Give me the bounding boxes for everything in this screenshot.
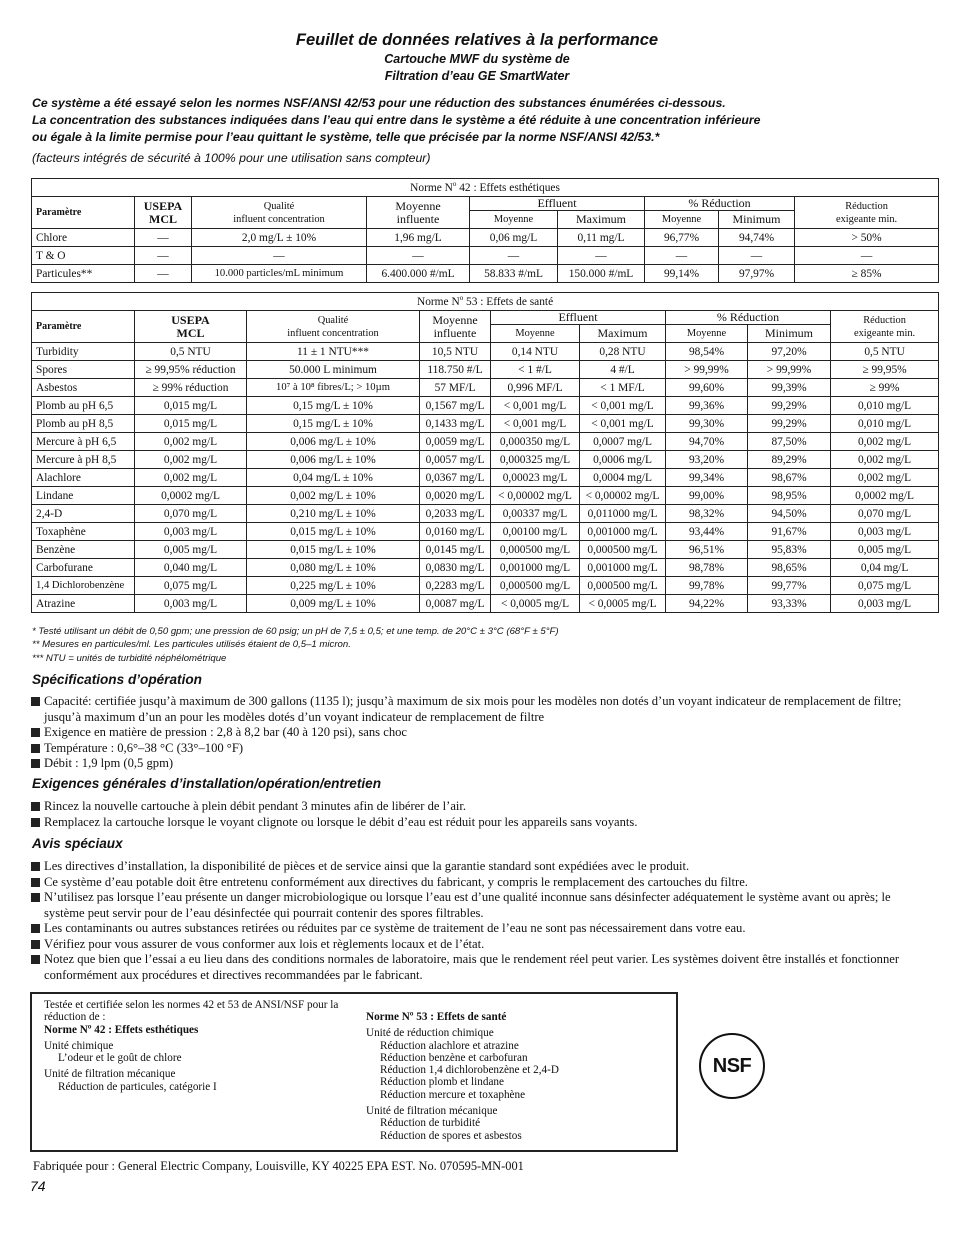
table-cell: 0,003 mg/L bbox=[831, 523, 939, 541]
manufacturer-line: Fabriquée pour : General Electric Company, Louisville, KY 40225 EPA EST. No. 070595-MN-001 bbox=[33, 1159, 524, 1173]
table-cell: — bbox=[470, 247, 558, 265]
table-cell: 0,010 mg/L bbox=[831, 415, 939, 433]
table-cell: 99,30% bbox=[666, 415, 748, 433]
table-cell: 0,006 mg/L ± 10% bbox=[247, 451, 420, 469]
table-cell: 98,54% bbox=[666, 343, 748, 361]
table-cell: ≥ 99% bbox=[831, 379, 939, 397]
table-cell: 0,0002 mg/L bbox=[135, 487, 247, 505]
table-row bbox=[32, 379, 939, 397]
table-cell: 0,210 mg/L ± 10% bbox=[247, 505, 420, 523]
table-row bbox=[32, 229, 939, 247]
header-effluent-maximum: Maximum bbox=[558, 211, 645, 229]
table-cell: 99,34% bbox=[666, 469, 748, 487]
row-parameter: T & O bbox=[32, 247, 135, 265]
table-cell: 118.750 #/L bbox=[420, 361, 491, 379]
table-cell: 0,001000 mg/L bbox=[580, 559, 666, 577]
table-cell: 0,003 mg/L bbox=[135, 523, 247, 541]
table-cell: < 0,0005 mg/L bbox=[580, 595, 666, 613]
table-cell: 98,67% bbox=[748, 469, 831, 487]
table-cell: 0,0006 mg/L bbox=[580, 451, 666, 469]
table-cell: 57 MF/L bbox=[420, 379, 491, 397]
table-cell: 98,65% bbox=[748, 559, 831, 577]
specs-list bbox=[31, 694, 931, 772]
table-row bbox=[32, 397, 939, 415]
row-parameter: Chlore bbox=[32, 229, 135, 247]
table-cell: 0,002 mg/L ± 10% bbox=[247, 487, 420, 505]
table-cell: ≥ 99% réduction bbox=[135, 379, 247, 397]
cert-line: Unité chimique bbox=[44, 1039, 114, 1052]
header-effluent-moyenne: Moyenne bbox=[470, 211, 558, 229]
table-cell: 0,04 mg/L ± 10% bbox=[247, 469, 420, 487]
table-cell: 0,002 mg/L bbox=[135, 451, 247, 469]
table-row bbox=[32, 469, 939, 487]
table-cell: 0,00337 mg/L bbox=[491, 505, 580, 523]
table-row bbox=[32, 451, 939, 469]
table-cell: 97,97% bbox=[719, 265, 795, 283]
table-row bbox=[32, 523, 939, 541]
table-cell: 58.833 #/mL bbox=[470, 265, 558, 283]
table-cell: — bbox=[645, 247, 719, 265]
table-cell: — bbox=[719, 247, 795, 265]
header-qualite: Qualité influent concentration bbox=[247, 311, 420, 343]
table-cell: 0,002 mg/L bbox=[135, 469, 247, 487]
table-row bbox=[32, 433, 939, 451]
table-cell: 96,77% bbox=[645, 229, 719, 247]
table-cell: 0,5 NTU bbox=[135, 343, 247, 361]
table-cell: 0,15 mg/L ± 10% bbox=[247, 397, 420, 415]
table-cell: 0,00100 mg/L bbox=[491, 523, 580, 541]
table-cell: 0,002 mg/L bbox=[831, 433, 939, 451]
header-effluent: Effluent bbox=[470, 197, 645, 211]
table-cell: — bbox=[135, 229, 192, 247]
cert-line: Réduction 1,4 dichlorobenzène et 2,4-D bbox=[380, 1064, 559, 1077]
table-cell: 0,075 mg/L bbox=[831, 577, 939, 595]
notices-list bbox=[31, 859, 931, 983]
table-cell: 150.000 #/mL bbox=[558, 265, 645, 283]
table-cell: 0,0087 mg/L bbox=[420, 595, 491, 613]
table-cell: 0,002 mg/L bbox=[135, 433, 247, 451]
table-cell: < 0,001 mg/L bbox=[491, 415, 580, 433]
table-cell: 0,000500 mg/L bbox=[580, 541, 666, 559]
table-row bbox=[32, 361, 939, 379]
page-subtitle bbox=[0, 51, 954, 85]
table-cell: ≥ 99,95% bbox=[831, 361, 939, 379]
intro-line-2: La concentration des substances indiquées dans l’eau qui entre dans le système a été réduite à une concentration inférieure bbox=[32, 113, 761, 128]
table-cell: — bbox=[192, 247, 367, 265]
list-item: Capacité: certifiée jusqu’à maximum de 300 gallons (1135 l); jusqu’à maximum de six mois pour les modèles non dotés d’un voyant indicateur de remplacement de filtre; jusqu’à maximum d’un an pour les modèles dotés d’un voyant indicateur de remplacement de filtre bbox=[31, 694, 931, 725]
section-title-install: Exigences générales d’installation/opération/entretien bbox=[32, 776, 382, 791]
row-parameter: Spores bbox=[32, 361, 135, 379]
table-cell: ≥ 99,95% réduction bbox=[135, 361, 247, 379]
table-cell: 0,1433 mg/L bbox=[420, 415, 491, 433]
cert-line: Réduction de spores et asbestos bbox=[380, 1129, 522, 1142]
row-parameter: Benzène bbox=[32, 541, 135, 559]
cert-line: Unité de réduction chimique bbox=[366, 1027, 494, 1040]
header-parametre: Paramètre bbox=[32, 197, 135, 229]
table-cell: 10.000 particles/mL minimum bbox=[192, 265, 367, 283]
table-cell: 99,29% bbox=[748, 415, 831, 433]
table-cell: 0,996 MF/L bbox=[491, 379, 580, 397]
row-parameter: Mercure à pH 6,5 bbox=[32, 433, 135, 451]
row-parameter: Alachlore bbox=[32, 469, 135, 487]
table-cell: — bbox=[135, 265, 192, 283]
table-cell: 0,040 mg/L bbox=[135, 559, 247, 577]
table-cell: 0,015 mg/L ± 10% bbox=[247, 523, 420, 541]
table-cell: 0,15 mg/L ± 10% bbox=[247, 415, 420, 433]
header-qualite: Qualité influent concentration bbox=[192, 197, 367, 229]
table-cell: < 0,001 mg/L bbox=[580, 397, 666, 415]
table-cell: 11 ± 1 NTU*** bbox=[247, 343, 420, 361]
table-norme-53 bbox=[31, 292, 939, 613]
table-cell: 0,000350 mg/L bbox=[491, 433, 580, 451]
header-reduction-moyenne: Moyenne bbox=[645, 211, 719, 229]
header-usepa: USEPA MCL bbox=[135, 197, 192, 229]
subtitle-line-1: Cartouche MWF du système de bbox=[384, 52, 570, 66]
table-cell: 0,14 NTU bbox=[491, 343, 580, 361]
intro-statement bbox=[32, 95, 932, 147]
table-caption: Norme $N^o$ 42 : Effets esthétiques bbox=[32, 179, 939, 197]
cert-right-title: Norme Nº 53 : Effets de santé bbox=[366, 1011, 507, 1023]
row-parameter: Turbidity bbox=[32, 343, 135, 361]
table-cell: 1,96 mg/L bbox=[367, 229, 470, 247]
table-row bbox=[32, 247, 939, 265]
table-cell: 94,70% bbox=[666, 433, 748, 451]
table-cell: 0,002 mg/L bbox=[831, 469, 939, 487]
table-cell: 0,0059 mg/L bbox=[420, 433, 491, 451]
table-cell: < 1 MF/L bbox=[580, 379, 666, 397]
table-cell: 0,0160 mg/L bbox=[420, 523, 491, 541]
table-cell: > 99,99% bbox=[748, 361, 831, 379]
table-cell: 0,003 mg/L bbox=[135, 595, 247, 613]
header-reduction-exigeante: Réduction exigeante min. bbox=[795, 197, 939, 229]
cert-line: Unité de filtration mécanique bbox=[44, 1068, 176, 1081]
table-cell: 99,78% bbox=[666, 577, 748, 595]
install-list bbox=[31, 799, 931, 830]
header-reduction-exigeante: Réduction exigeante min. bbox=[831, 311, 939, 343]
table-cell: 0,2033 mg/L bbox=[420, 505, 491, 523]
table-cell: < 0,001 mg/L bbox=[491, 397, 580, 415]
table-cell: 99,00% bbox=[666, 487, 748, 505]
table-row bbox=[32, 415, 939, 433]
row-parameter: Particules** bbox=[32, 265, 135, 283]
list-item: Les directives d’installation, la disponibilité de pièces et de service ainsi que la garantie standard sont expédiées avec le produit. bbox=[31, 859, 931, 875]
row-parameter: 2,4-D bbox=[32, 505, 135, 523]
footnote-3: *** NTU = unités de turbidité néphélométrique bbox=[32, 652, 227, 664]
table-cell: 0,0145 mg/L bbox=[420, 541, 491, 559]
table-cell: 10⁷ à 10⁸ fibres/L; > 10µm bbox=[247, 379, 420, 397]
footnotes bbox=[32, 625, 559, 665]
table-cell: 0,005 mg/L bbox=[135, 541, 247, 559]
table-cell: — bbox=[558, 247, 645, 265]
table-cell: 0,011000 mg/L bbox=[580, 505, 666, 523]
table-cell: 99,60% bbox=[666, 379, 748, 397]
header-reduction-minimum: Minimum bbox=[719, 211, 795, 229]
list-item: Ce système d’eau potable doit être entretenu conformément aux directives du fabricant, y compris le remplacement des cartouches du filtre. bbox=[31, 875, 931, 891]
header-moyenne-influente: Moyenne influente bbox=[420, 311, 491, 343]
list-item: Les contaminants ou autres substances retirées ou réduites par ce système de traitement de l’eau ne sont pas nécessairement dans votre eau. bbox=[31, 921, 931, 937]
list-item: N’utilisez pas lorsque l’eau présente un danger microbiologique ou lorsque l’eau est d’une qualité inconnue sans désinfecter adéquatement le système avant ou après; le système peut servir pour de l’eau désinfectée qui pourrait contenir des spores filtrables. bbox=[31, 890, 931, 921]
table-caption: Norme $N^o$ 53 : Effets de santé bbox=[32, 293, 939, 311]
table-cell: 0,015 mg/L bbox=[135, 397, 247, 415]
header-effluent-maximum: Maximum bbox=[580, 325, 666, 343]
table-cell: 99,36% bbox=[666, 397, 748, 415]
table-cell: 0,0367 mg/L bbox=[420, 469, 491, 487]
cert-line: Réduction plomb et lindane bbox=[380, 1076, 504, 1089]
table-row bbox=[32, 595, 939, 613]
table-cell: 99,14% bbox=[645, 265, 719, 283]
table-cell: 0,080 mg/L ± 10% bbox=[247, 559, 420, 577]
table-cell: — bbox=[135, 247, 192, 265]
table-cell: 0,000500 mg/L bbox=[491, 541, 580, 559]
header-parametre: Paramètre bbox=[32, 311, 135, 343]
table-cell: 0,11 mg/L bbox=[558, 229, 645, 247]
table-cell: 0,009 mg/L ± 10% bbox=[247, 595, 420, 613]
table-cell: 0,005 mg/L bbox=[831, 541, 939, 559]
table-cell: 4 #/L bbox=[580, 361, 666, 379]
table-cell: 95,83% bbox=[748, 541, 831, 559]
cert-line: Réduction benzène et carbofuran bbox=[380, 1051, 528, 1064]
table-cell: 0,04 mg/L bbox=[831, 559, 939, 577]
table-cell: 94,22% bbox=[666, 595, 748, 613]
footnote-1: * Testé utilisant un débit de 0,50 gpm; une pression de 60 psig; un pH de 7,5 ± 0,5; et une temp. de 20°C ± 3°C (68°F ± 5°F) bbox=[32, 626, 559, 637]
table-cell: 0,000325 mg/L bbox=[491, 451, 580, 469]
table-row bbox=[32, 505, 939, 523]
table-cell: 0,0004 mg/L bbox=[580, 469, 666, 487]
table-row bbox=[32, 541, 939, 559]
table-cell: 0,0020 mg/L bbox=[420, 487, 491, 505]
table-cell: 0,075 mg/L bbox=[135, 577, 247, 595]
row-parameter: Atrazine bbox=[32, 595, 135, 613]
table-cell: 0,5 NTU bbox=[831, 343, 939, 361]
table-cell: 0,225 mg/L ± 10% bbox=[247, 577, 420, 595]
page-number: 74 bbox=[30, 1178, 46, 1194]
table-row bbox=[32, 559, 939, 577]
table-cell: 0,2283 mg/L bbox=[420, 577, 491, 595]
nsf-logo: NSF bbox=[699, 1033, 765, 1099]
table-cell: 0,006 mg/L ± 10% bbox=[247, 433, 420, 451]
cert-line: Unité de filtration mécanique bbox=[366, 1105, 498, 1118]
table-cell: 99,29% bbox=[748, 397, 831, 415]
table-cell: < 0,00002 mg/L bbox=[491, 487, 580, 505]
table-cell: 6.400.000 #/mL bbox=[367, 265, 470, 283]
table-cell: — bbox=[367, 247, 470, 265]
list-item: Rincez la nouvelle cartouche à plein débit pendant 3 minutes afin de libérer de l’air. bbox=[31, 799, 931, 815]
header-effluent-moyenne: Moyenne bbox=[491, 325, 580, 343]
table-cell: 99,39% bbox=[748, 379, 831, 397]
table-cell: 89,29% bbox=[748, 451, 831, 469]
table-cell: 0,002 mg/L bbox=[831, 451, 939, 469]
list-item: Débit : 1,9 lpm (0,5 gpm) bbox=[31, 756, 931, 772]
table-cell: 0,015 mg/L ± 10% bbox=[247, 541, 420, 559]
list-item: Température : 0,6°–38 °C (33°–100 °F) bbox=[31, 741, 931, 757]
list-item: Exigence en matière de pression : 2,8 à 8,2 bar (40 à 120 psi), sans choc bbox=[31, 725, 931, 741]
table-row bbox=[32, 487, 939, 505]
list-item: Vérifiez pour vous assurer de vous conformer aux lois et règlements locaux et de l’état. bbox=[31, 937, 931, 953]
cert-line: Réduction de turbidité bbox=[380, 1117, 481, 1130]
table-cell: 98,32% bbox=[666, 505, 748, 523]
intro-line-1: Ce système a été essayé selon les normes NSF/ANSI 42/53 pour une réduction des substances énumérées ci-dessous. bbox=[32, 96, 726, 110]
cert-left-title: Norme Nº 42 : Effets esthétiques bbox=[44, 1023, 199, 1036]
table-cell: < 1 #/L bbox=[491, 361, 580, 379]
table-cell: 0,070 mg/L bbox=[831, 505, 939, 523]
table-cell: 93,44% bbox=[666, 523, 748, 541]
subtitle-line-2: Filtration d’eau GE SmartWater bbox=[384, 69, 570, 83]
cert-line: Réduction mercure et toxaphène bbox=[380, 1088, 526, 1101]
table-cell: 0,0830 mg/L bbox=[420, 559, 491, 577]
table-norme-42 bbox=[31, 178, 939, 283]
cert-line: Réduction alachlore et atrazine bbox=[380, 1039, 519, 1052]
table-cell: 97,20% bbox=[748, 343, 831, 361]
table-cell: 2,0 mg/L ± 10% bbox=[192, 229, 367, 247]
header-reduction: % Réduction bbox=[666, 311, 831, 325]
table-cell: 0,000500 mg/L bbox=[491, 577, 580, 595]
header-reduction-minimum: Minimum bbox=[748, 325, 831, 343]
table-cell: 0,0007 mg/L bbox=[580, 433, 666, 451]
cert-line: Réduction de particules, catégorie I bbox=[58, 1080, 217, 1093]
table-row bbox=[32, 343, 939, 361]
table-cell: > 50% bbox=[795, 229, 939, 247]
row-parameter: Plomb au pH 6,5 bbox=[32, 397, 135, 415]
table-cell: 94,50% bbox=[748, 505, 831, 523]
table-cell: 0,001000 mg/L bbox=[580, 523, 666, 541]
cert-left-column bbox=[44, 999, 374, 1093]
table-cell: 0,010 mg/L bbox=[831, 397, 939, 415]
list-item: Notez que bien que l’essai a eu lieu dans des conditions normales de laboratoire, mais que le rendement réel peut varier. Les systèmes doivent être installés et fonctionner conformément aux procédures et directives recommandées par le fabricant. bbox=[31, 952, 931, 983]
section-title-specs: Spécifications d’opération bbox=[32, 672, 202, 687]
table-cell: 94,74% bbox=[719, 229, 795, 247]
row-parameter: Plomb au pH 8,5 bbox=[32, 415, 135, 433]
table-cell: < 0,0005 mg/L bbox=[491, 595, 580, 613]
table-cell: 93,33% bbox=[748, 595, 831, 613]
intro-note: (facteurs intégrés de sécurité à 100% pour une utilisation sans compteur) bbox=[32, 151, 431, 165]
table-cell: 0,28 NTU bbox=[580, 343, 666, 361]
header-reduction-moyenne: Moyenne bbox=[666, 325, 748, 343]
row-parameter: Asbestos bbox=[32, 379, 135, 397]
intro-line-3: ou égale à la limite permise pour l’eau quittant le système, telle que précisée par la norme NSF/ANSI 42/53.* bbox=[32, 130, 660, 145]
table-cell: ≥ 85% bbox=[795, 265, 939, 283]
table-cell: < 0,00002 mg/L bbox=[580, 487, 666, 505]
row-parameter: Lindane bbox=[32, 487, 135, 505]
table-cell: 50.000 L minimum bbox=[247, 361, 420, 379]
row-parameter: Mercure à pH 8,5 bbox=[32, 451, 135, 469]
table-cell: 0,00023 mg/L bbox=[491, 469, 580, 487]
table-cell: 98,95% bbox=[748, 487, 831, 505]
table-cell: > 99,99% bbox=[666, 361, 748, 379]
table-cell: 0,070 mg/L bbox=[135, 505, 247, 523]
table-cell: 96,51% bbox=[666, 541, 748, 559]
table-cell: 0,06 mg/L bbox=[470, 229, 558, 247]
table-cell: 91,67% bbox=[748, 523, 831, 541]
table-cell: — bbox=[795, 247, 939, 265]
table-cell: 0,000500 mg/L bbox=[580, 577, 666, 595]
table-cell: 0,0002 mg/L bbox=[831, 487, 939, 505]
cert-right-column bbox=[366, 1011, 666, 1142]
list-item: Remplacez la cartouche lorsque le voyant clignote ou lorsque le débit d’eau est réduit pour les appareils sans voyants. bbox=[31, 815, 931, 831]
page-title: Feuillet de données relatives à la performance bbox=[295, 31, 659, 49]
cert-line: L’odeur et le goût de chlore bbox=[58, 1052, 182, 1065]
table-cell: 98,78% bbox=[666, 559, 748, 577]
footnote-2: ** Mesures en particules/ml. Les particules utilisés étaient de 0,5–1 micron. bbox=[32, 639, 351, 651]
row-parameter: Toxaphène bbox=[32, 523, 135, 541]
header-moyenne-influente: Moyenne influente bbox=[367, 197, 470, 229]
table-cell: 93,20% bbox=[666, 451, 748, 469]
header-reduction: % Réduction bbox=[645, 197, 795, 211]
header-effluent: Effluent bbox=[491, 311, 666, 325]
table-cell: 0,1567 mg/L bbox=[420, 397, 491, 415]
certification-box bbox=[30, 992, 678, 1152]
row-parameter: Carbofurane bbox=[32, 559, 135, 577]
row-parameter: 1,4 Dichlorobenzène bbox=[32, 577, 135, 595]
table-cell: 87,50% bbox=[748, 433, 831, 451]
table-cell: 0,003 mg/L bbox=[831, 595, 939, 613]
table-cell: 0,0057 mg/L bbox=[420, 451, 491, 469]
table-cell: 99,77% bbox=[748, 577, 831, 595]
header-usepa: USEPA MCL bbox=[135, 311, 247, 343]
table-row bbox=[32, 265, 939, 283]
table-cell: < 0,001 mg/L bbox=[580, 415, 666, 433]
table-row bbox=[32, 577, 939, 595]
table-cell: 10,5 NTU bbox=[420, 343, 491, 361]
table-cell: 0,015 mg/L bbox=[135, 415, 247, 433]
table-cell: 0,001000 mg/L bbox=[491, 559, 580, 577]
cert-intro: Testée et certifiée selon les normes 42 et 53 de ANSI/NSF pour la réduction de : bbox=[44, 999, 339, 1024]
section-title-notices: Avis spéciaux bbox=[32, 836, 123, 851]
